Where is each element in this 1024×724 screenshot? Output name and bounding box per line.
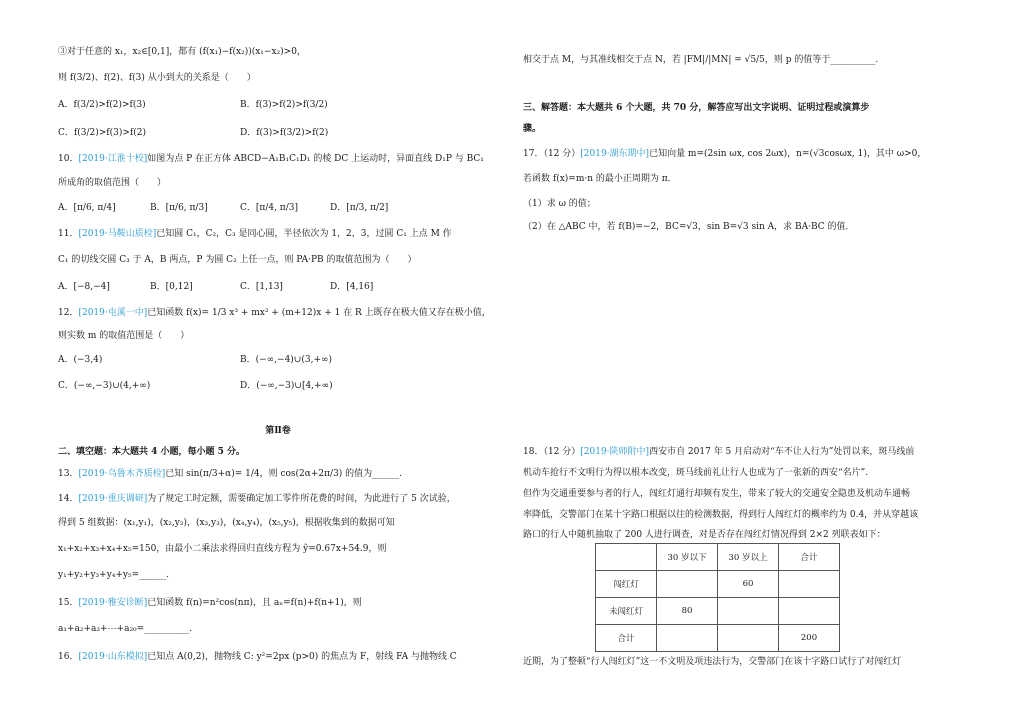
q17-source: [2019·湖东期中] [580,149,650,159]
q15-text: 已知函数 f(n)=n²cos(nπ)，且 aₙ=f(n)+f(n+1)，则 [147,598,362,608]
q17-part-1: （1）求 ω 的值； [523,199,596,209]
table-cell [657,571,718,598]
q14-line-3: x₁+x₂+x₃+x₄+x₅=150，由最小二乘法求得回归直线方程为 ŷ=0.67x+54.9，则 [58,544,387,554]
q10-option-c: C．[π/4, π/3] [240,203,298,213]
q17-part-2: （2）在 △ABC 中，若 f(B)=−2，BC=√3，sin B=√3 sin A，求 BA·BC 的值． [523,222,855,232]
q14-number: 14． [58,494,79,504]
q14-line-2: 得到 5 组数据：(x₁,y₁)，(x₂,y₂)，(x₃,y₃)，(x₄,y₄)，(x₅,y₅)，根据收集到的数据可知 [58,518,395,528]
q18-number: 18．（12 分） [523,447,581,457]
q11-line-1 [58,227,452,241]
q14-text: 为了规定工时定额，需要确定加工零件所花费的时间，为此进行了 5 次试验， [147,494,456,504]
q17-line-1 [523,147,926,161]
q11-line-2: C₁ 的切线交圆 C₃ 于 A，B 两点，P 为圆 C₂ 上任一点，则 PA·PB 的取值范围为（ ） [58,255,417,265]
q9-stem: 则 f(3/2)、f(2)、f(3) 从小到大的关系是（ ） [58,73,256,83]
table-cell [779,598,840,625]
table-cell [718,625,779,652]
q10-line-2: 所成角的取值范围（ ） [58,178,167,188]
q12-option-b: B．(−∞,−4)∪(3,+∞) [240,355,332,365]
q9-option-c: C．f(3/2)>f(3)>f(2) [58,128,146,138]
left-column [58,0,498,724]
q18-line-1 [523,445,914,459]
section-2-heading: 二、填空题：本大题共 4 小题，每小题 5 分。 [58,447,246,457]
q11-option-d: D．[4,16] [330,282,374,292]
table-row [596,571,840,598]
q11-option-c: C．[1,13] [240,282,283,292]
part-2-title: 第Ⅱ卷 [265,426,291,436]
q16-continuation: 相交于点 M，与其准线相交于点 N，若 |FM|/|MN| = √5/5，则 p 的值等于__________. [523,55,879,65]
table-cell: 闯红灯 [596,571,657,598]
q18-line-4: 率降低，交警部门在某十字路口根据以往的检测数据，得到行人闯红灯的概率约为 0.4，并从穿越该 [523,510,919,520]
table-header-cell: 30 岁以下 [657,544,718,571]
q10-number: 10． [58,154,79,164]
q15-line-2: a₁+a₂+a₃+⋯+a₂₀=__________. [58,624,193,634]
table-cell: 60 [718,571,779,598]
table-cell: 未闯红灯 [596,598,657,625]
q17-text: 已知向量 m=(2sin ωx, cos 2ωx)，n=(√3cosωx, 1)，其中 ω>0， [649,149,927,159]
q16-text: 已知点 A(0,2)，抛物线 C: y²=2px (p>0) 的焦点为 F，射线 FA 与抛物线 C [147,652,457,662]
q10-line-1 [58,152,484,166]
q11-text: 已知圆 C₁，C₂，C₃ 是同心圆，半径依次为 1，2，3，过圆 C₁ 上点 M 作 [156,229,452,239]
q13-source: [2019·乌鲁木齐质检] [78,469,166,479]
q12-option-a: A．(−3,4) [58,355,103,365]
table-cell: 200 [779,625,840,652]
q16-line-1 [58,650,457,664]
q15-line-1 [58,596,362,610]
q12-line-1 [58,306,491,320]
q12-source: [2019·屯溪一中] [78,308,148,318]
q14-line-4: y₁+y₂+y₃+y₄+y₅=______. [58,570,170,580]
q11-number: 11． [58,229,79,239]
q16-number: 16． [58,652,79,662]
q10-option-b: B．[π/6, π/3] [150,203,208,213]
q9-option-d: D．f(3)>f(3/2)>f(2) [240,128,329,138]
table-cell: 80 [657,598,718,625]
q9-condition-3: ③对于任意的 x₁，x₂∈[0,1]，都有 (f(x₁)−f(x₂))(x₁−x₂)>0， [58,47,306,57]
q13-text: 已知 sin(π/3+α)= 1/4，则 cos(2α+2π/3) 的值为______. [165,469,403,479]
table-header-row [596,544,840,571]
q18-line-2: 机动车抢行不文明行为得以根本改变，斑马线前礼让行人也成为了一张新的西安“名片”. [523,468,869,478]
q18-source: [2019·陕师附中] [580,447,650,457]
q11-option-b: B．[0,12] [150,282,193,292]
table-header-cell: 30 岁以上 [718,544,779,571]
q10-source: [2019·江淮十校] [78,154,148,164]
table-cell [718,598,779,625]
q9-option-b: B．f(3)>f(2)>f(3/2) [240,100,328,110]
q18-line-3: 但作为交通重要参与者的行人，闯红灯通行却频有发生，带来了较大的交通安全隐患及机动车通畅 [523,489,911,499]
table-cell: 合计 [596,625,657,652]
table-row [596,625,840,652]
q11-option-a: A．[−8,−4] [58,282,110,292]
q14-line-1 [58,492,456,506]
q12-number: 12． [58,308,79,318]
q18-line-6: 近期，为了整顿“行人闯红灯”这一不文明及项违法行为，交警部门在该十字路口试行了对闯红灯 [523,657,902,667]
q18-text: 西安市自 2017 年 5 月启动对“车不让人行为”处罚以来，斑马线前 [649,447,915,457]
q17-number: 17．（12 分） [523,149,581,159]
table-cell [657,625,718,652]
contingency-table [595,543,840,652]
q17-line-2: 若函数 f(x)=m·n 的最小正周期为 π． [523,174,677,184]
q15-source: [2019·雅安诊断] [78,598,148,608]
q18-line-5: 路口的行人中随机抽取了 200 人进行调查，对是否存在闯红灯情况得到 2×2 列联表如下： [523,530,886,540]
table-cell [779,571,840,598]
q12-text: 已知函数 f(x)= 1/3 x³ + mx² + (m+12)x + 1 在 R 上既存在极大值又存在极小值， [147,308,491,318]
q16-source: [2019·山东模拟] [78,652,148,662]
q12-line-2: 则实数 m 的取值范围是（ ） [58,331,190,341]
q14-source: [2019·重庆调研] [78,494,148,504]
q12-option-c: C．(−∞,−3)∪(4,+∞) [58,381,151,391]
table-header-cell [596,544,657,571]
q9-option-a: A．f(3/2)>f(2)>f(3) [58,100,146,110]
q13-line [58,467,402,481]
q10-option-d: D．[π/3, π/2] [330,203,389,213]
q13-number: 13． [58,469,79,479]
q10-option-a: A．[π/6, π/4] [58,203,116,213]
q12-option-d: D．(−∞,−3)∪[4,+∞) [240,381,333,391]
section-3-heading-cont: 骤。 [523,124,542,134]
section-3-heading: 三、解答题：本大题共 6 个大题，共 70 分，解答应写出文字说明、证明过程或演算步 [523,103,870,113]
q11-source: [2019·马鞍山质检] [78,229,157,239]
table-header-cell: 合计 [779,544,840,571]
q10-text: 如图为点 P 在正方体 ABCD−A₁B₁C₁D₁ 的棱 DC 上运动时，异面直线 D₁P 与 BC₁ [147,154,484,164]
q15-number: 15． [58,598,79,608]
right-column [523,0,943,724]
table-row [596,598,840,625]
